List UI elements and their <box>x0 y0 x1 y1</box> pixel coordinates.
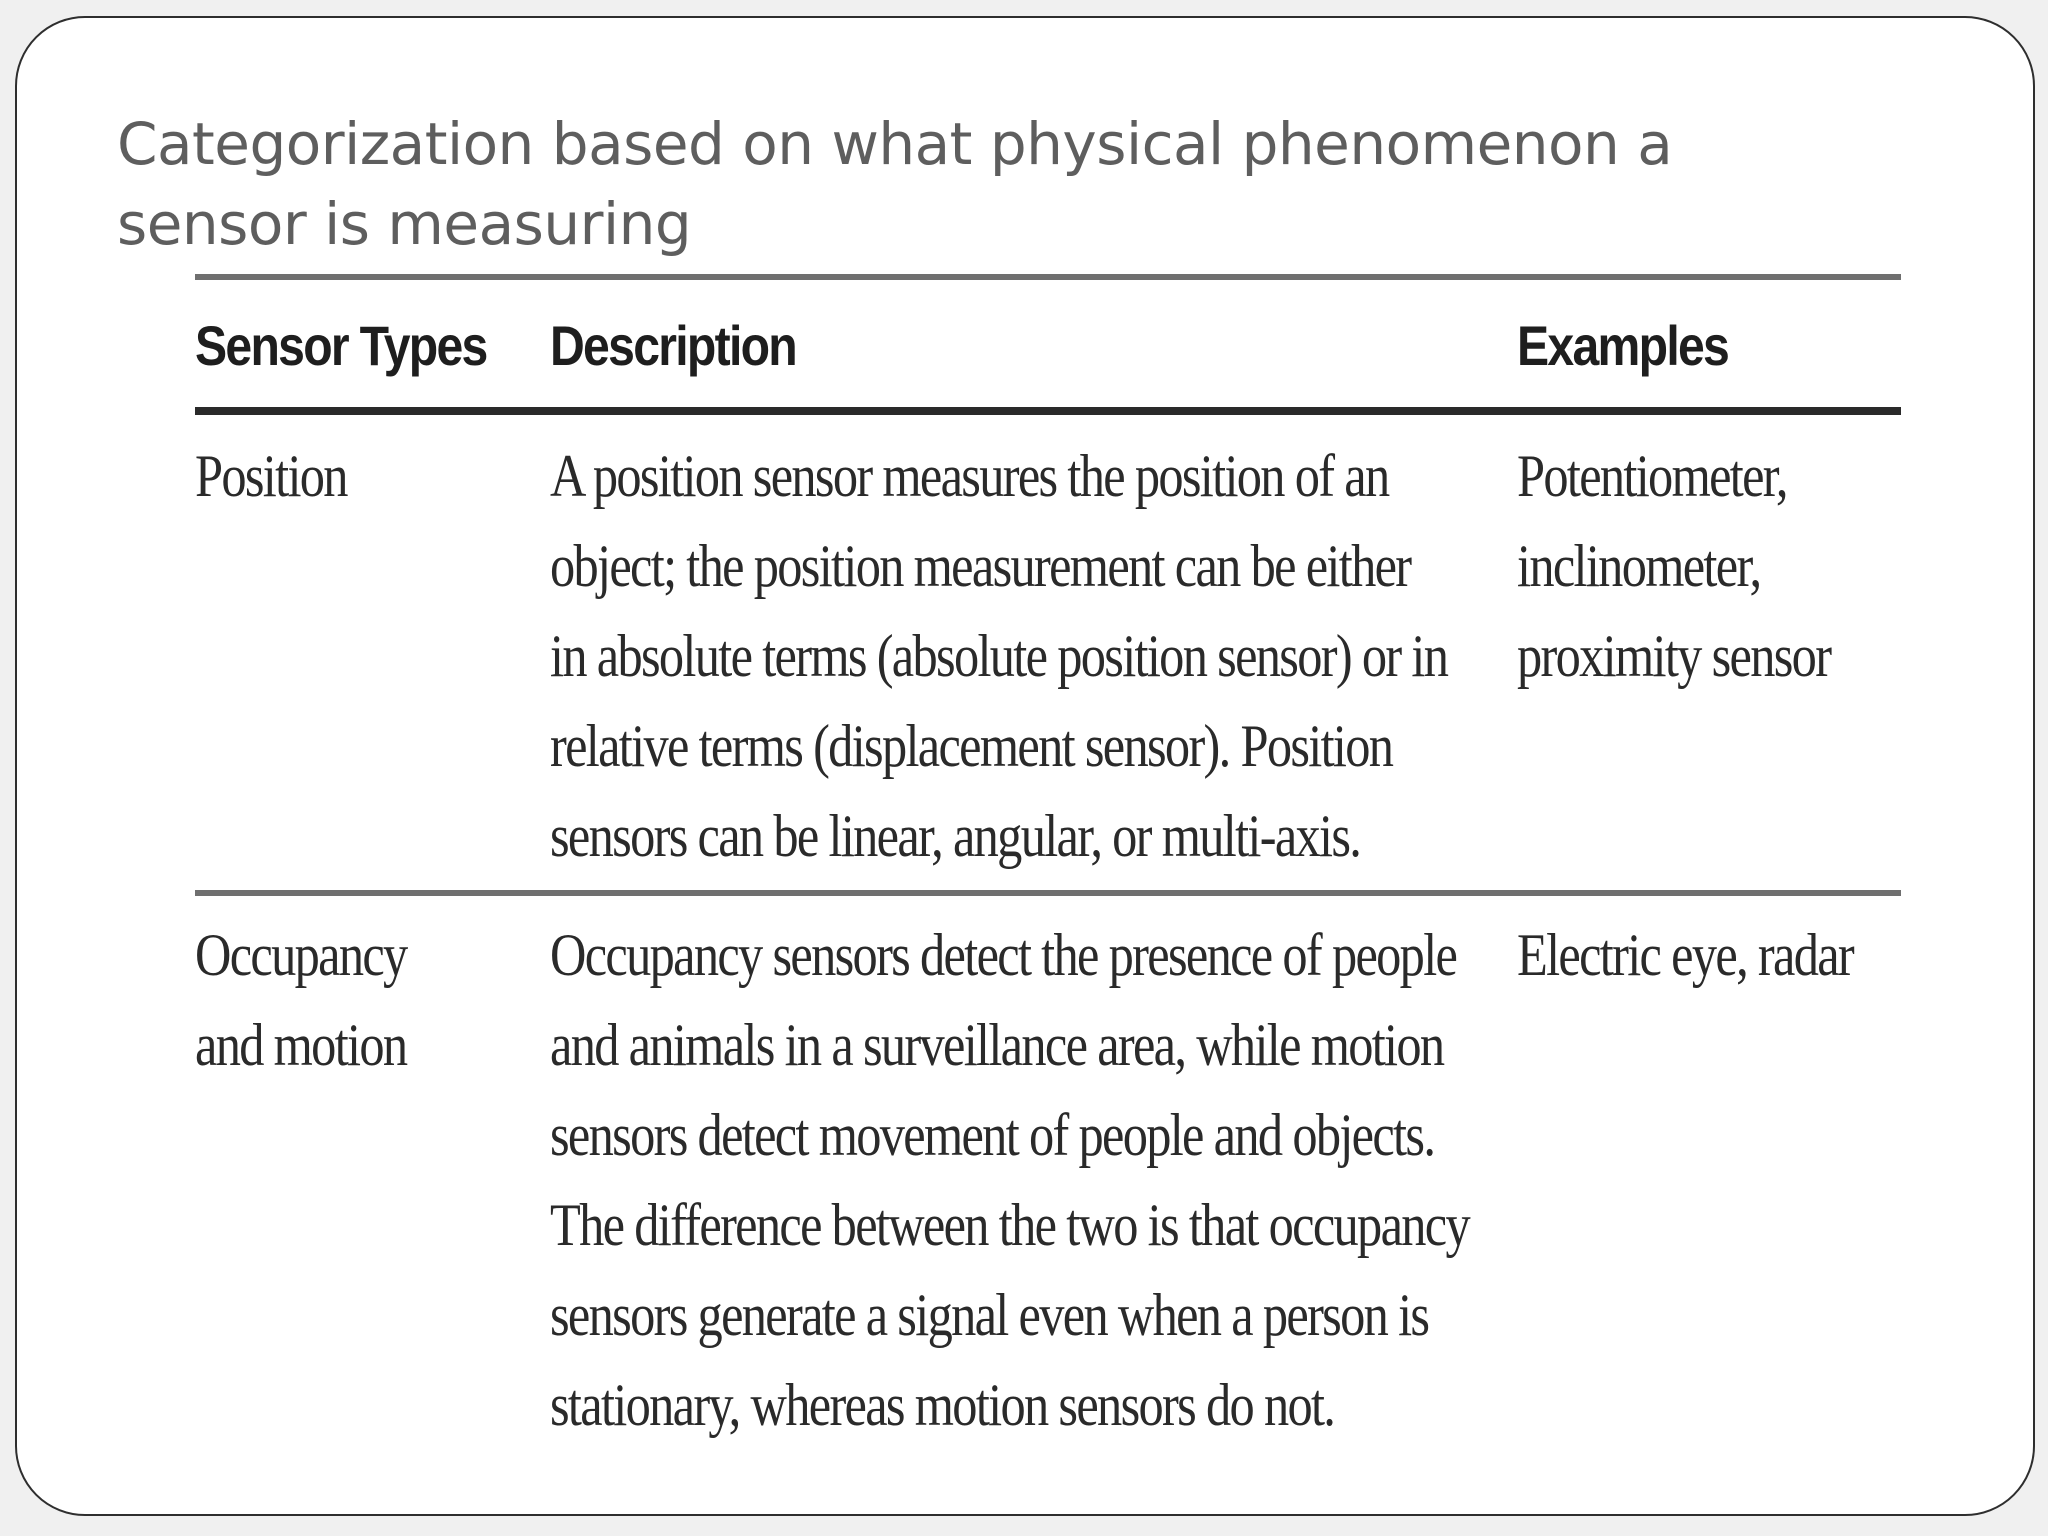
row-description-line: sensors detect movement of people and objects. <box>550 1102 1435 1168</box>
table-header-row <box>195 280 1901 407</box>
row-examples <box>1517 910 1901 1446</box>
header-examples: Examples <box>1517 314 1729 377</box>
row-description-line: in absolute terms (absolute position sensor) or in <box>550 623 1448 689</box>
row-example-line: inclinometer, <box>1517 533 1761 599</box>
row-description-line: Occupancy sensors detect the presence of people <box>550 922 1457 988</box>
slide <box>15 16 2035 1516</box>
row-sensor-type-line: Position <box>195 443 347 509</box>
row-description <box>550 910 1517 1446</box>
row-example-line: proximity sensor <box>1517 623 1831 689</box>
row-example-line: Potentiometer, <box>1517 443 1787 509</box>
table-row <box>195 896 1901 1446</box>
table-row <box>195 415 1901 890</box>
row-examples <box>1517 431 1901 890</box>
row-description-line: object; the position measurement can be either <box>550 533 1411 599</box>
row-description <box>550 431 1517 890</box>
row-description-line: The difference between the two is that occupancy <box>550 1192 1469 1258</box>
row-description-line: sensors can be linear, angular, or multi-axis. <box>550 803 1361 869</box>
row-description-line: and animals in a surveillance area, while motion <box>550 1012 1444 1078</box>
row-sensor-type-line: and motion <box>195 1012 407 1078</box>
row-description-line: stationary, whereas motion sensors do not. <box>550 1372 1335 1438</box>
slide-title: Categorization based on what physical phenomenon a sensor is measuring <box>117 110 1673 258</box>
row-sensor-type-line: Occupancy <box>195 922 407 988</box>
row-sensor-type <box>195 431 550 890</box>
row-sensor-type <box>195 910 550 1446</box>
table-header-rule <box>195 407 1901 415</box>
row-example-line: Electric eye, radar <box>1517 922 1854 988</box>
row-description-line: relative terms (displacement sensor). Position <box>550 713 1393 779</box>
sensor-table <box>195 274 1901 1446</box>
row-description-line: A position sensor measures the position of an <box>550 443 1389 509</box>
row-description-line: sensors generate a signal even when a person is <box>550 1282 1429 1348</box>
header-description: Description <box>550 314 797 377</box>
header-sensor-types: Sensor Types <box>195 314 487 377</box>
